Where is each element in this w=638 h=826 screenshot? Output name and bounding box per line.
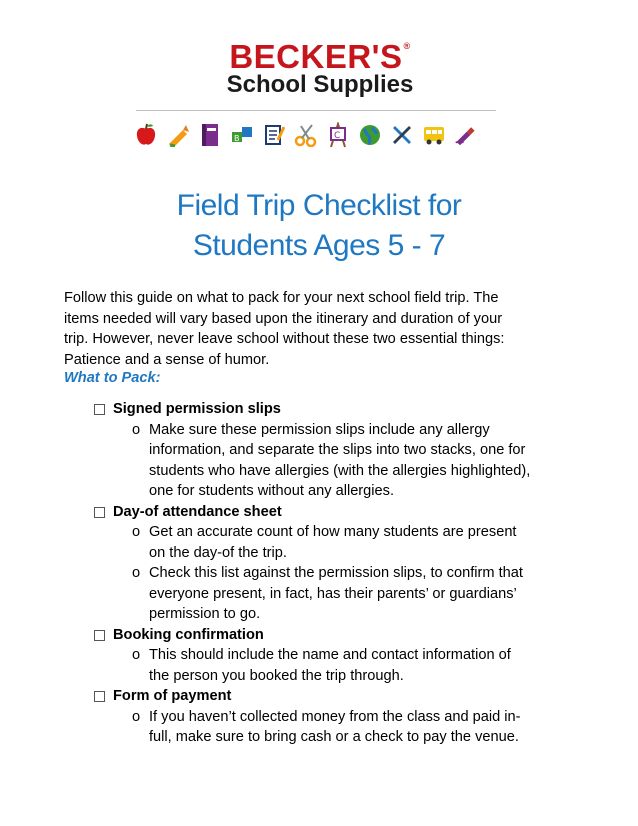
logo-brand	[150, 40, 490, 74]
sub-bullet-line: If you haven’t collected money from the class and paid in-	[149, 708, 521, 725]
sub-bullet	[0, 707, 638, 748]
globe-icon	[358, 118, 382, 152]
sub-bullet-line: one for students without any allergies.	[149, 483, 394, 499]
blocks-icon	[230, 118, 254, 152]
scissors-icon	[294, 118, 318, 152]
checkbox[interactable]	[94, 404, 105, 415]
checkbox[interactable]	[94, 630, 105, 641]
sub-bullet-marker: o	[132, 565, 141, 581]
svg-text:B: B	[234, 134, 240, 143]
title-line-1: Field Trip Checklist for	[176, 189, 462, 222]
checklist-item-form-of-payment	[0, 686, 638, 748]
checkbox[interactable]	[94, 507, 105, 518]
logo-registered-mark: ®	[403, 41, 411, 51]
sub-bullet-line: Get an accurate count of how many students are present	[149, 524, 517, 540]
sub-bullet-marker: o	[132, 421, 141, 438]
intro-line: trip. However, never leave school without these two essential things:	[64, 331, 505, 347]
school-bus-icon	[422, 118, 446, 152]
checklist-item-label: Form of payment	[113, 688, 232, 704]
intro-line: items needed will vary based upon the itinerary and duration of your	[64, 310, 503, 327]
logo-brand-text: BECKER'S	[229, 38, 403, 75]
ruler-pencil-icon	[390, 118, 414, 152]
sub-bullet-marker: o	[132, 708, 141, 725]
document-title	[0, 186, 638, 266]
checklist-item-label: Booking confirmation	[113, 626, 264, 643]
logo-subtitle: School Supplies	[226, 71, 414, 98]
checkbox[interactable]	[94, 691, 105, 702]
sub-bullet-line: everyone present, in fact, has their parents’ or guardians’	[149, 585, 517, 602]
checklist-item-permission-slips	[0, 399, 638, 502]
sub-bullet	[0, 645, 638, 686]
svg-text:C: C	[334, 131, 341, 141]
packing-checklist	[0, 399, 638, 748]
sub-bullet-line: students who have allergies (with the allergies highlighted),	[149, 462, 531, 479]
sub-bullet-marker: o	[132, 647, 141, 663]
sub-bullet-line: on the day-of the trip.	[149, 544, 287, 561]
sub-bullet-line: permission to go.	[149, 606, 261, 622]
sub-bullet	[0, 563, 638, 625]
sub-bullet-line: Make sure these permission slips include any allergy	[149, 421, 490, 438]
easel-icon	[326, 118, 350, 152]
sub-bullet-line: This should include the name and contact information of	[149, 647, 511, 663]
title-line-2: Students Ages 5 - 7	[192, 229, 446, 262]
checklist-item-label: Day-of attendance sheet	[113, 503, 282, 520]
sub-bullet-line: full, make sure to bring cash or a check to pay the venue.	[149, 729, 519, 745]
sub-bullet	[0, 420, 638, 502]
intro-paragraph	[64, 288, 570, 370]
sub-bullet-line: the person you booked the trip through.	[149, 667, 404, 684]
checklist-item-booking-confirmation	[0, 625, 638, 687]
book-icon	[198, 118, 222, 152]
sub-bullet-line: Check this list against the permission slips, to confirm that	[149, 565, 523, 581]
checklist-item-label: Signed permission slips	[113, 401, 281, 417]
sub-bullet	[0, 522, 638, 563]
intro-line: Follow this guide on what to pack for your next school field trip. The	[64, 290, 499, 306]
sub-bullet-line: information, and separate the slips into two stacks, one for	[149, 442, 526, 458]
intro-line: Patience and a sense of humor.	[64, 351, 270, 368]
paintbrush-icon	[454, 118, 478, 152]
sub-bullet-marker: o	[132, 524, 141, 540]
beckers-logo	[150, 40, 490, 98]
school-supplies-icon-row	[132, 118, 498, 158]
apple-icon	[134, 118, 158, 152]
notepad-icon	[262, 118, 286, 152]
what-to-pack-heading: What to Pack:	[64, 370, 161, 386]
checklist-item-attendance-sheet	[0, 502, 638, 625]
logo-divider	[136, 110, 496, 111]
crayon-icon	[166, 118, 190, 152]
